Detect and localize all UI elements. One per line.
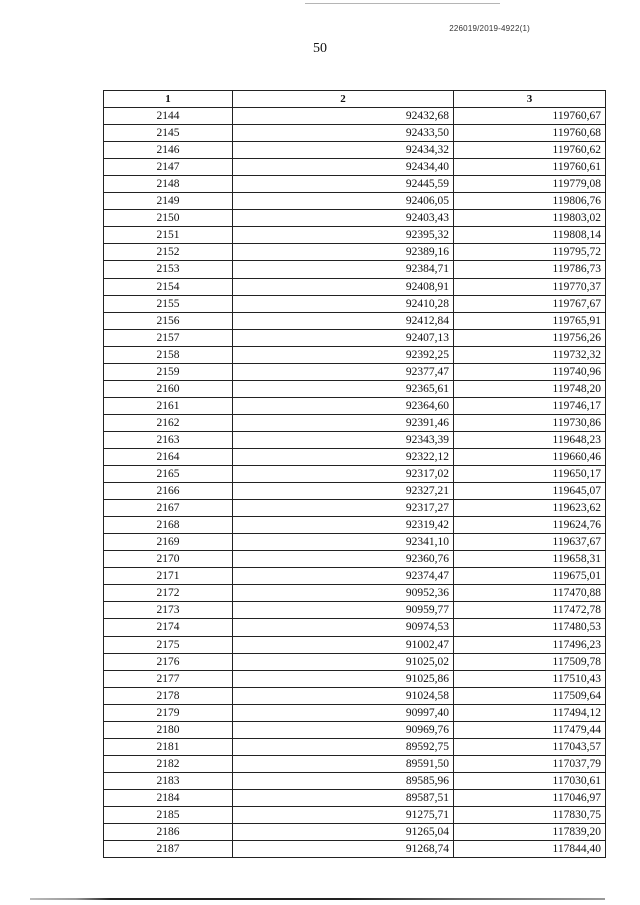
- table-row: [104, 397, 606, 414]
- point-number-cell: 2156: [104, 312, 233, 329]
- y-coordinate-cell: 117510,43: [454, 670, 606, 687]
- table-row: [104, 789, 606, 806]
- y-coordinate-cell: 119645,07: [454, 483, 606, 500]
- point-number-cell: 2150: [104, 210, 233, 227]
- table-row: [104, 227, 606, 244]
- y-coordinate-cell: 119648,23: [454, 431, 606, 448]
- x-coordinate-cell: 90959,77: [233, 602, 454, 619]
- table-row: [104, 380, 606, 397]
- table-row: [104, 346, 606, 363]
- table-row: [104, 312, 606, 329]
- x-coordinate-cell: 91024,58: [233, 687, 454, 704]
- x-coordinate-cell: 92432,68: [233, 108, 454, 125]
- table-row: [104, 619, 606, 636]
- point-number-cell: 2180: [104, 721, 233, 738]
- table-row: [104, 585, 606, 602]
- point-number-cell: 2146: [104, 142, 233, 159]
- table-row: [104, 738, 606, 755]
- y-coordinate-cell: 119760,67: [454, 108, 606, 125]
- x-coordinate-cell: 92317,27: [233, 500, 454, 517]
- x-coordinate-cell: 92364,60: [233, 397, 454, 414]
- y-coordinate-cell: 117509,78: [454, 653, 606, 670]
- y-coordinate-cell: 119803,02: [454, 210, 606, 227]
- y-coordinate-cell: 119623,62: [454, 500, 606, 517]
- y-coordinate-cell: 119740,96: [454, 363, 606, 380]
- x-coordinate-cell: 89591,50: [233, 755, 454, 772]
- x-coordinate-cell: 89587,51: [233, 789, 454, 806]
- x-coordinate-cell: 92412,84: [233, 312, 454, 329]
- y-coordinate-cell: 119767,67: [454, 295, 606, 312]
- y-coordinate-cell: 119779,08: [454, 176, 606, 193]
- table-row: [104, 448, 606, 465]
- point-number-cell: 2159: [104, 363, 233, 380]
- table-row: [104, 534, 606, 551]
- table-row: [104, 193, 606, 210]
- y-coordinate-cell: 119732,32: [454, 346, 606, 363]
- x-coordinate-cell: 90969,76: [233, 721, 454, 738]
- x-coordinate-cell: 92360,76: [233, 551, 454, 568]
- y-coordinate-cell: 119748,20: [454, 380, 606, 397]
- x-coordinate-cell: 89585,96: [233, 772, 454, 789]
- x-coordinate-cell: 91265,04: [233, 824, 454, 841]
- y-coordinate-cell: 119650,17: [454, 466, 606, 483]
- point-number-cell: 2149: [104, 193, 233, 210]
- table-row: [104, 824, 606, 841]
- point-number-cell: 2179: [104, 704, 233, 721]
- table-row: [104, 755, 606, 772]
- point-number-cell: 2169: [104, 534, 233, 551]
- y-coordinate-cell: 119760,68: [454, 125, 606, 142]
- y-coordinate-cell: 119637,67: [454, 534, 606, 551]
- x-coordinate-cell: 92434,40: [233, 159, 454, 176]
- point-number-cell: 2178: [104, 687, 233, 704]
- point-number-cell: 2168: [104, 517, 233, 534]
- x-coordinate-cell: 90974,53: [233, 619, 454, 636]
- x-coordinate-cell: 92403,43: [233, 210, 454, 227]
- bottom-scan-line: [30, 898, 605, 900]
- table-row: [104, 806, 606, 823]
- x-coordinate-cell: 92327,21: [233, 483, 454, 500]
- x-coordinate-cell: 92374,47: [233, 568, 454, 585]
- table-row: [104, 721, 606, 738]
- x-coordinate-cell: 92341,10: [233, 534, 454, 551]
- document-reference: 226019/2019-4922(1): [449, 24, 530, 33]
- x-coordinate-cell: 91268,74: [233, 841, 454, 858]
- x-coordinate-cell: 90952,36: [233, 585, 454, 602]
- y-coordinate-cell: 117479,44: [454, 721, 606, 738]
- x-coordinate-cell: 92408,91: [233, 278, 454, 295]
- point-number-cell: 2182: [104, 755, 233, 772]
- point-number-cell: 2175: [104, 636, 233, 653]
- table-row: [104, 261, 606, 278]
- point-number-cell: 2171: [104, 568, 233, 585]
- table-row: [104, 568, 606, 585]
- point-number-cell: 2165: [104, 466, 233, 483]
- table-row: [104, 636, 606, 653]
- table-row: [104, 125, 606, 142]
- x-coordinate-cell: 92384,71: [233, 261, 454, 278]
- coordinates-table: [103, 90, 606, 858]
- table-row: [104, 483, 606, 500]
- point-number-cell: 2164: [104, 448, 233, 465]
- x-coordinate-cell: 92365,61: [233, 380, 454, 397]
- point-number-cell: 2167: [104, 500, 233, 517]
- x-coordinate-cell: 92389,16: [233, 244, 454, 261]
- point-number-cell: 2152: [104, 244, 233, 261]
- table-row: [104, 244, 606, 261]
- y-coordinate-cell: 117509,64: [454, 687, 606, 704]
- y-coordinate-cell: 117043,57: [454, 738, 606, 755]
- point-number-cell: 2184: [104, 789, 233, 806]
- table-row: [104, 108, 606, 125]
- table-row: [104, 517, 606, 534]
- table-row: [104, 704, 606, 721]
- x-coordinate-cell: 92395,32: [233, 227, 454, 244]
- table-row: [104, 159, 606, 176]
- point-number-cell: 2187: [104, 841, 233, 858]
- x-coordinate-cell: 92322,12: [233, 448, 454, 465]
- x-coordinate-cell: 92407,13: [233, 329, 454, 346]
- x-coordinate-cell: 92317,02: [233, 466, 454, 483]
- point-number-cell: 2151: [104, 227, 233, 244]
- x-coordinate-cell: 92434,32: [233, 142, 454, 159]
- y-coordinate-cell: 117844,40: [454, 841, 606, 858]
- page-number: 50: [313, 41, 327, 56]
- table-row: [104, 670, 606, 687]
- point-number-cell: 2172: [104, 585, 233, 602]
- x-coordinate-cell: 92343,39: [233, 431, 454, 448]
- x-coordinate-cell: 91025,86: [233, 670, 454, 687]
- table-row: [104, 687, 606, 704]
- point-number-cell: 2154: [104, 278, 233, 295]
- y-coordinate-cell: 117496,23: [454, 636, 606, 653]
- point-number-cell: 2155: [104, 295, 233, 312]
- table-row: [104, 329, 606, 346]
- point-number-cell: 2174: [104, 619, 233, 636]
- y-coordinate-cell: 119765,91: [454, 312, 606, 329]
- table-row: [104, 295, 606, 312]
- column-header-1: 1: [104, 91, 233, 108]
- point-number-cell: 2185: [104, 806, 233, 823]
- table-header-row: [104, 91, 606, 108]
- point-number-cell: 2160: [104, 380, 233, 397]
- point-number-cell: 2158: [104, 346, 233, 363]
- table-row: [104, 363, 606, 380]
- y-coordinate-cell: 119808,14: [454, 227, 606, 244]
- table-row: [104, 466, 606, 483]
- point-number-cell: 2157: [104, 329, 233, 346]
- y-coordinate-cell: 119770,37: [454, 278, 606, 295]
- x-coordinate-cell: 92433,50: [233, 125, 454, 142]
- point-number-cell: 2173: [104, 602, 233, 619]
- y-coordinate-cell: 119675,01: [454, 568, 606, 585]
- x-coordinate-cell: 92410,28: [233, 295, 454, 312]
- x-coordinate-cell: 91002,47: [233, 636, 454, 653]
- y-coordinate-cell: 117472,78: [454, 602, 606, 619]
- point-number-cell: 2177: [104, 670, 233, 687]
- x-coordinate-cell: 91025,02: [233, 653, 454, 670]
- y-coordinate-cell: 117030,61: [454, 772, 606, 789]
- y-coordinate-cell: 119786,73: [454, 261, 606, 278]
- point-number-cell: 2147: [104, 159, 233, 176]
- point-number-cell: 2153: [104, 261, 233, 278]
- y-coordinate-cell: 117470,88: [454, 585, 606, 602]
- y-coordinate-cell: 117037,79: [454, 755, 606, 772]
- x-coordinate-cell: 92406,05: [233, 193, 454, 210]
- x-coordinate-cell: 89592,75: [233, 738, 454, 755]
- point-number-cell: 2183: [104, 772, 233, 789]
- table-row: [104, 414, 606, 431]
- y-coordinate-cell: 119806,76: [454, 193, 606, 210]
- x-coordinate-cell: 91275,71: [233, 806, 454, 823]
- y-coordinate-cell: 119660,46: [454, 448, 606, 465]
- point-number-cell: 2186: [104, 824, 233, 841]
- y-coordinate-cell: 117046,97: [454, 789, 606, 806]
- point-number-cell: 2161: [104, 397, 233, 414]
- table-row: [104, 431, 606, 448]
- y-coordinate-cell: 117494,12: [454, 704, 606, 721]
- table-row: [104, 278, 606, 295]
- y-coordinate-cell: 119756,26: [454, 329, 606, 346]
- y-coordinate-cell: 119730,86: [454, 414, 606, 431]
- top-rule: [305, 3, 500, 4]
- x-coordinate-cell: 90997,40: [233, 704, 454, 721]
- x-coordinate-cell: 92445,59: [233, 176, 454, 193]
- y-coordinate-cell: 119746,17: [454, 397, 606, 414]
- point-number-cell: 2144: [104, 108, 233, 125]
- point-number-cell: 2148: [104, 176, 233, 193]
- y-coordinate-cell: 119624,76: [454, 517, 606, 534]
- y-coordinate-cell: 119658,31: [454, 551, 606, 568]
- point-number-cell: 2170: [104, 551, 233, 568]
- x-coordinate-cell: 92377,47: [233, 363, 454, 380]
- table-row: [104, 653, 606, 670]
- y-coordinate-cell: 117839,20: [454, 824, 606, 841]
- x-coordinate-cell: 92319,42: [233, 517, 454, 534]
- x-coordinate-cell: 92392,25: [233, 346, 454, 363]
- point-number-cell: 2181: [104, 738, 233, 755]
- y-coordinate-cell: 119760,62: [454, 142, 606, 159]
- point-number-cell: 2163: [104, 431, 233, 448]
- column-header-2: 2: [233, 91, 454, 108]
- point-number-cell: 2176: [104, 653, 233, 670]
- table-row: [104, 176, 606, 193]
- y-coordinate-cell: 117830,75: [454, 806, 606, 823]
- table-row: [104, 500, 606, 517]
- table-row: [104, 210, 606, 227]
- y-coordinate-cell: 117480,53: [454, 619, 606, 636]
- table-row: [104, 602, 606, 619]
- point-number-cell: 2145: [104, 125, 233, 142]
- table-row: [104, 841, 606, 858]
- table-row: [104, 772, 606, 789]
- point-number-cell: 2166: [104, 483, 233, 500]
- y-coordinate-cell: 119760,61: [454, 159, 606, 176]
- y-coordinate-cell: 119795,72: [454, 244, 606, 261]
- x-coordinate-cell: 92391,46: [233, 414, 454, 431]
- point-number-cell: 2162: [104, 414, 233, 431]
- column-header-3: 3: [454, 91, 606, 108]
- table-row: [104, 551, 606, 568]
- table-row: [104, 142, 606, 159]
